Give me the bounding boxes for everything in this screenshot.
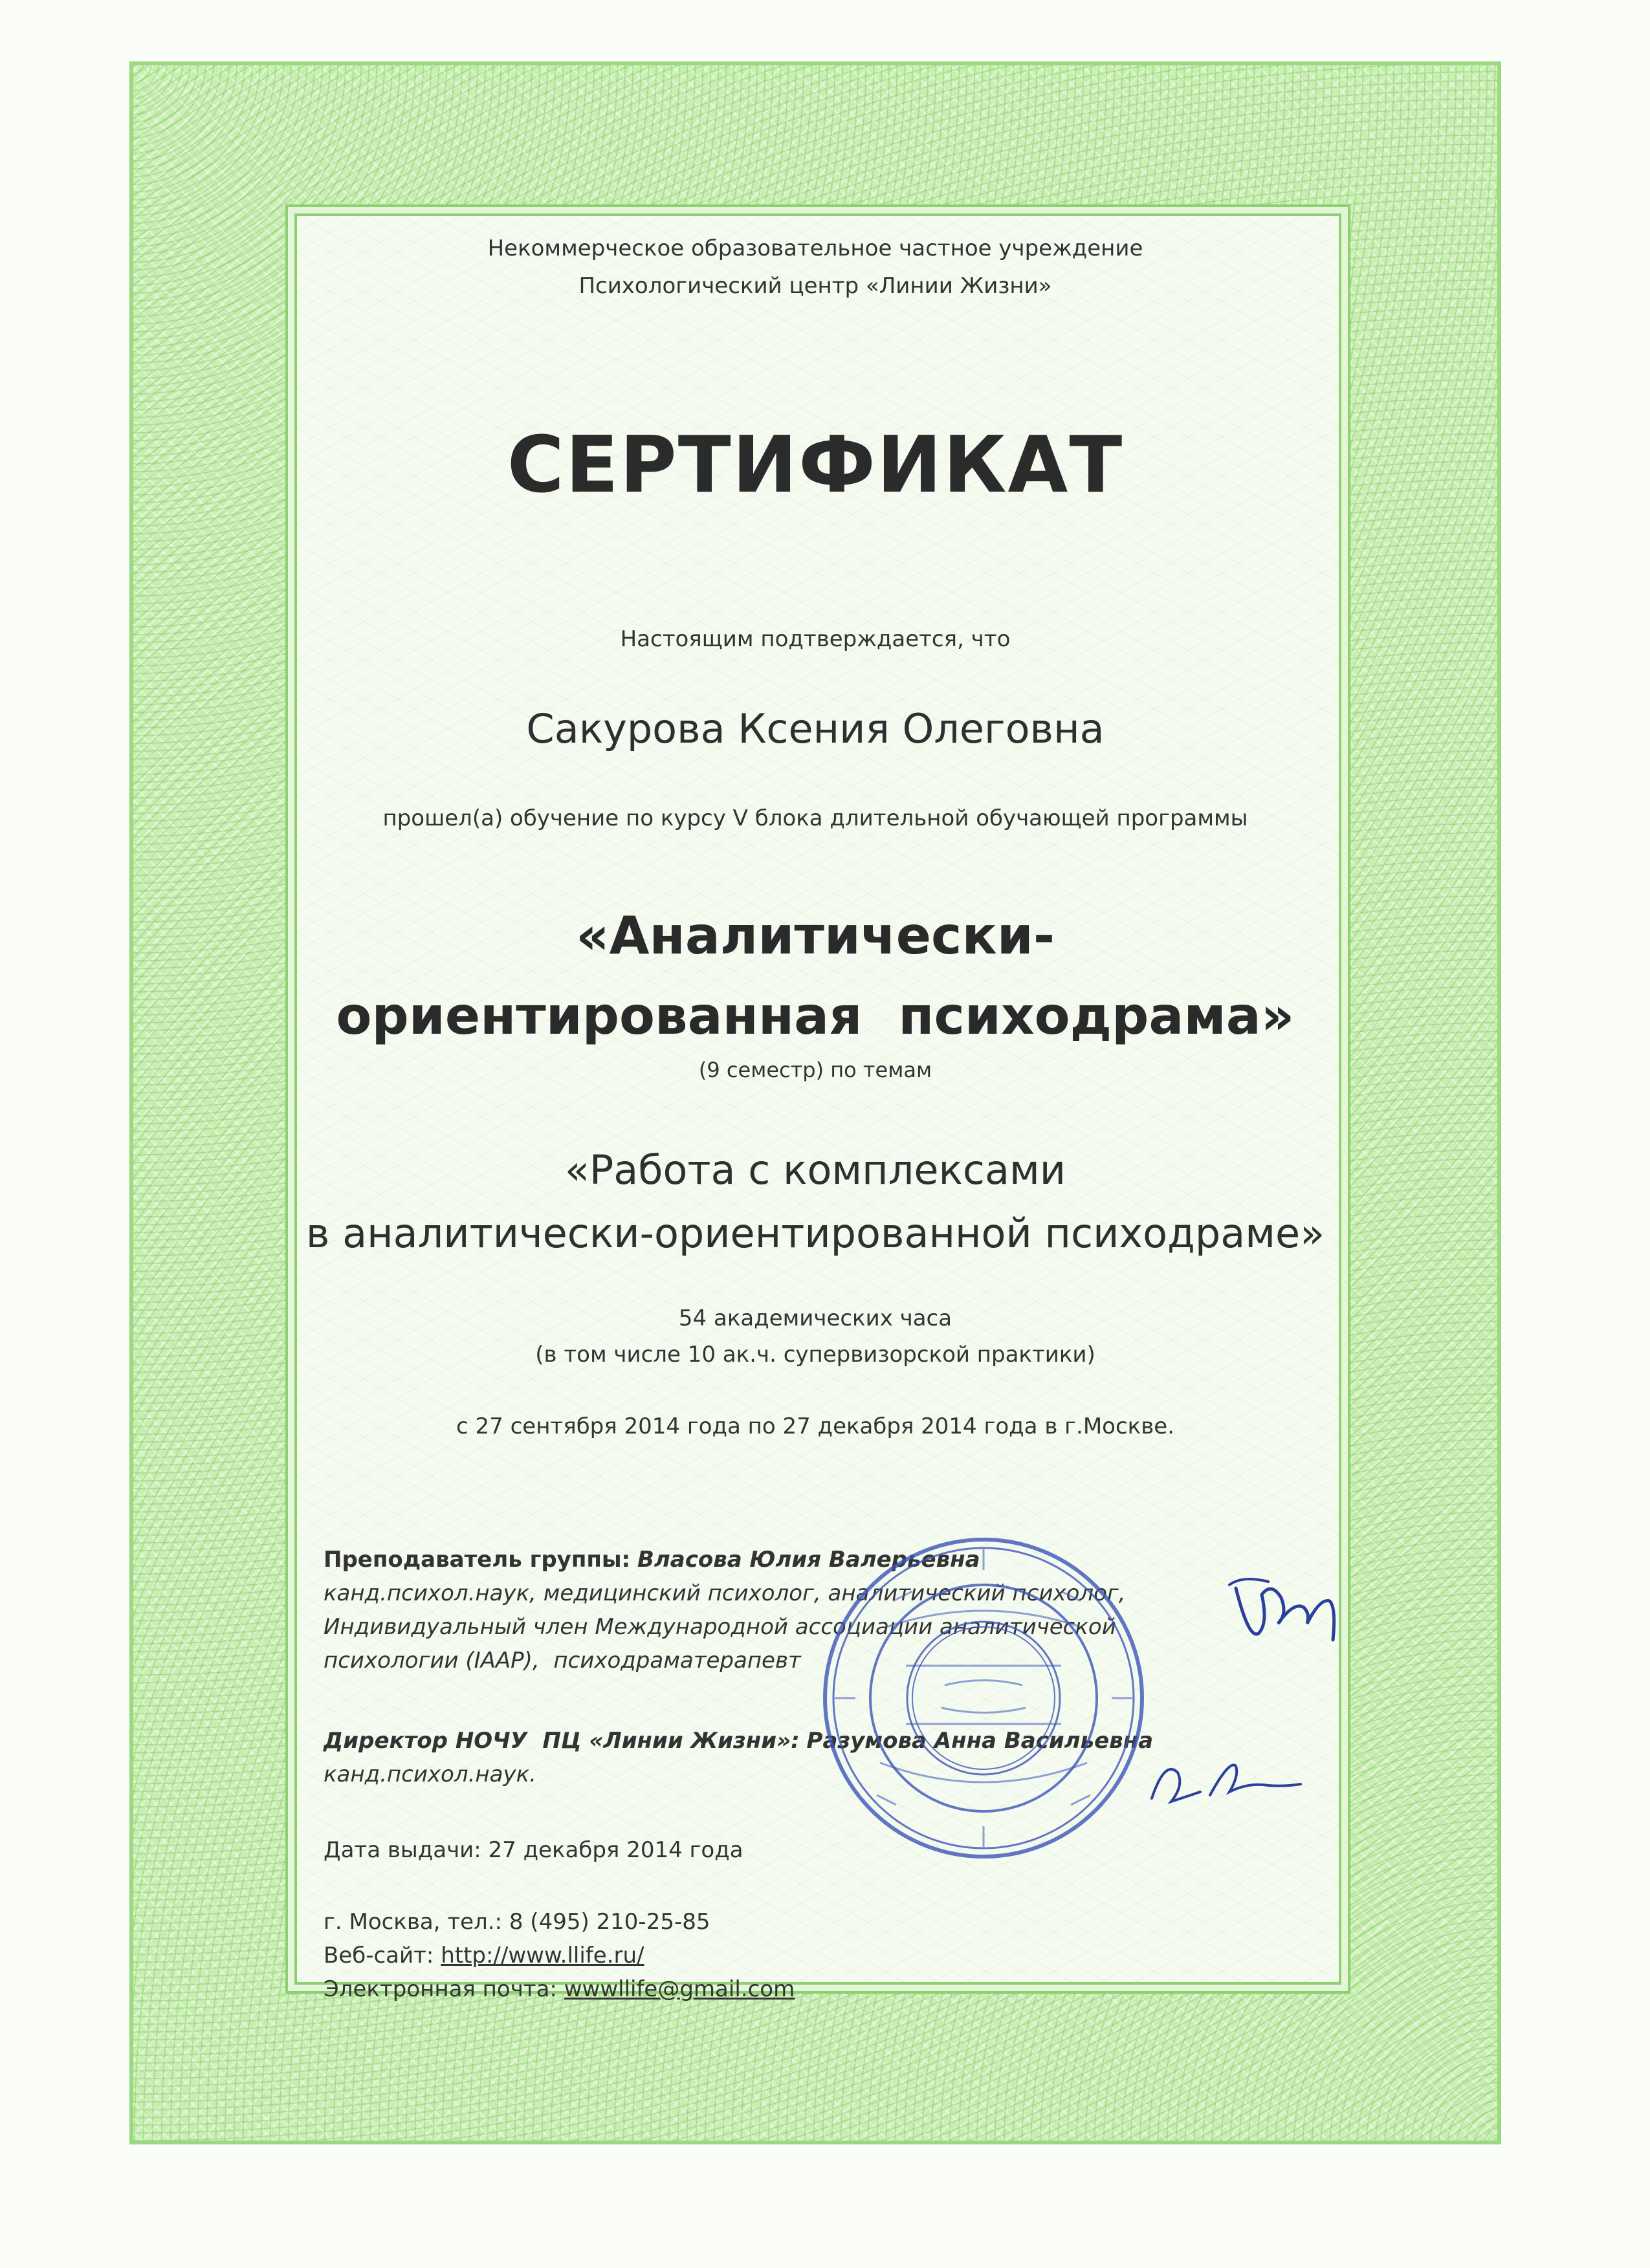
seal-stamp-icon [815,1530,1152,1866]
topic-line-1: «Работа с комплексами [564,1146,1066,1194]
teacher-line-3: Индивидуальный член Международной ассоциации аналитической [324,1614,1116,1640]
dates-text: с 27 сентября 2014 года по 27 декабря 2014 года в г.Москве. [456,1413,1174,1439]
director-name: Разумова Анна Васильевна [806,1728,1154,1754]
email-link[interactable]: wwwllife@gmail.com [564,1976,795,2002]
course-line-1: «Аналитически- [575,906,1055,966]
org-line-2: Психологический центр «Линии Жизни» [578,273,1052,299]
director-label: Директор НОЧУ ПЦ «Линии Жизни»: [324,1728,800,1754]
director-signature-icon [1139,1747,1307,1818]
teacher-label: Преподаватель группы: [324,1547,631,1573]
organization-header [294,230,1336,305]
topic-line-2: в аналитически-ориентированной психодраме» [305,1210,1325,1257]
hours-line-1: 54 академических часа [678,1305,952,1331]
hours-line-2: (в том числе 10 ак.ч. супервизорской практики) [535,1342,1095,1368]
director-line-2: канд.психол.наук. [324,1761,536,1787]
org-line-1: Некоммерческое образовательное частное учреждение [487,235,1143,261]
email-label: Электронная почта: [324,1976,564,2002]
contacts-block [324,1905,1262,2006]
teacher-line-4: психологии (IAAP), психодраматерапевт [324,1648,801,1674]
hours-text [294,1300,1336,1373]
confirm-text: Настоящим подтверждается, что [620,626,1011,652]
course-title [294,896,1336,1056]
course-line-2: ориентированная психодрама» [336,986,1295,1046]
teacher-name: Власова Юлия Валерьевна [637,1547,980,1573]
teacher-line-2: канд.психол.наук, медицинский психолог, аналитический психолог, [324,1580,1126,1606]
certificate-title: СЕРТИФИКАТ [507,420,1124,510]
completed-text: прошел(а) обучение по курсу V блока длительной обучающей программы [382,805,1248,831]
semester-text: (9 семестр) по темам [698,1058,932,1082]
issue-date: Дата выдачи: 27 декабря 2014 года [324,1837,743,1863]
site-link[interactable]: http://www.llife.ru/ [441,1943,644,1968]
site-label: Веб-сайт: [324,1943,441,1968]
person-name: Сакурова Ксения Олеговна [526,705,1105,752]
teacher-signature-icon [1223,1562,1346,1653]
topic-title [294,1139,1336,1265]
phone-text: г. Москва, тел.: 8 (495) 210-25-85 [324,1909,710,1935]
